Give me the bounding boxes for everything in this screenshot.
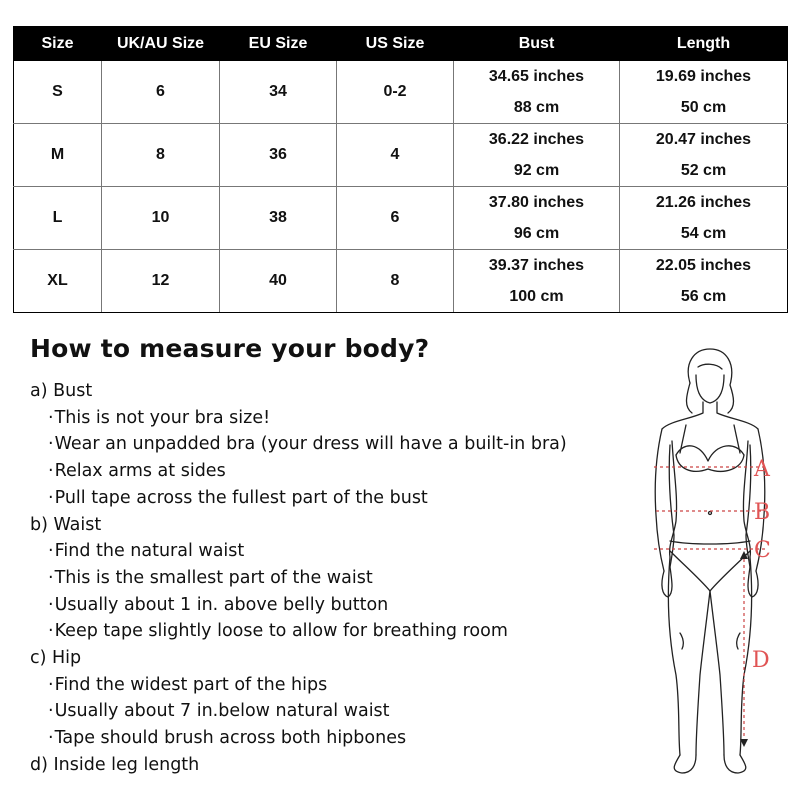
cell-length-cm: 56 cm	[680, 287, 727, 305]
cell-uk-au: 8	[102, 124, 220, 187]
list-item: · Find the widest part of the hips	[48, 672, 630, 699]
size-chart-table	[13, 26, 788, 313]
section-heading: a) Bust	[30, 381, 93, 401]
cell-bust-inches: 34.65 inches	[488, 67, 585, 85]
cell-uk-au: 12	[102, 250, 220, 313]
size-row	[14, 61, 788, 124]
cell-size: S	[14, 61, 102, 124]
cell-length-inches: 20.47 inches	[655, 130, 752, 148]
header-bust: Bust	[454, 27, 620, 61]
size-chart-header-row	[14, 27, 788, 61]
list-item: · Tape should brush across both hipbones	[48, 725, 630, 752]
cell-eu: 38	[220, 187, 337, 250]
label-c: C	[754, 538, 771, 563]
section-items	[30, 405, 630, 512]
header-uk-au-size: UK/AU Size	[102, 27, 220, 61]
cell-bust	[454, 187, 620, 250]
list-item: · Find the natural waist	[48, 538, 630, 565]
cell-bust-cm: 88 cm	[513, 98, 560, 116]
cell-bust-inches: 39.37 inches	[488, 256, 585, 274]
cell-length-inches: 22.05 inches	[655, 256, 752, 274]
section-items	[30, 672, 630, 752]
size-chart-body	[14, 61, 788, 313]
list-item: · This is not your bra size!	[48, 405, 630, 432]
label-a: A	[754, 457, 770, 482]
cell-eu: 40	[220, 250, 337, 313]
list-item: · Keep tape slightly loose to allow for breathing room	[48, 618, 630, 645]
cell-length-cm: 50 cm	[680, 98, 727, 116]
section-items	[30, 538, 630, 645]
cell-size: M	[14, 124, 102, 187]
cell-uk-au: 10	[102, 187, 220, 250]
cell-us: 8	[337, 250, 454, 313]
cell-bust-cm: 92 cm	[513, 161, 560, 179]
cell-length	[620, 250, 788, 313]
cell-bust	[454, 250, 620, 313]
label-b: B	[754, 500, 771, 525]
cell-length-inches: 21.26 inches	[655, 193, 752, 211]
cell-eu: 36	[220, 124, 337, 187]
cell-bust-inches: 36.22 inches	[488, 130, 585, 148]
cell-bust-cm: 100 cm	[509, 287, 564, 305]
list-item: · Pull tape across the fullest part of the bust	[48, 485, 630, 512]
list-item: · Usually about 1 in. above belly button	[48, 592, 630, 619]
cell-length	[620, 61, 788, 124]
cell-length	[620, 124, 788, 187]
header-us-size: US Size	[337, 27, 454, 61]
section-heading: d) Inside leg length	[30, 754, 200, 775]
list-item: · This is the smallest part of the waist	[48, 565, 630, 592]
list-item: · Usually about 7 in.below natural waist	[48, 698, 630, 725]
cell-size: L	[14, 187, 102, 250]
header-eu-size: EU Size	[220, 27, 337, 61]
cell-length	[620, 187, 788, 250]
size-row	[14, 250, 788, 313]
size-row	[14, 187, 788, 250]
list-item: · Relax arms at sides	[48, 458, 630, 485]
size-row	[14, 124, 788, 187]
body-measurement-figure-icon	[640, 345, 800, 785]
measure-guide-title: How to measure your body?	[30, 334, 430, 363]
cell-length-cm: 54 cm	[680, 224, 727, 242]
section-heading: c) Hip	[30, 648, 82, 669]
header-length: Length	[620, 27, 788, 61]
list-item: · Wear an unpadded bra (your dress will have a built-in bra)	[48, 431, 630, 458]
cell-length-cm: 52 cm	[680, 161, 727, 179]
cell-us: 6	[337, 187, 454, 250]
cell-length-inches: 19.69 inches	[655, 67, 752, 85]
cell-eu: 34	[220, 61, 337, 124]
header-size: Size	[14, 27, 102, 61]
cell-bust-cm: 96 cm	[513, 224, 560, 242]
cell-bust	[454, 124, 620, 187]
cell-bust-inches: 37.80 inches	[488, 193, 585, 211]
section-heading: b) Waist	[30, 514, 102, 535]
label-d: D	[752, 648, 770, 673]
cell-us: 4	[337, 124, 454, 187]
cell-size: XL	[14, 250, 102, 313]
cell-bust	[454, 61, 620, 124]
measure-guide	[30, 378, 630, 779]
cell-us: 0-2	[337, 61, 454, 124]
cell-uk-au: 6	[102, 61, 220, 124]
